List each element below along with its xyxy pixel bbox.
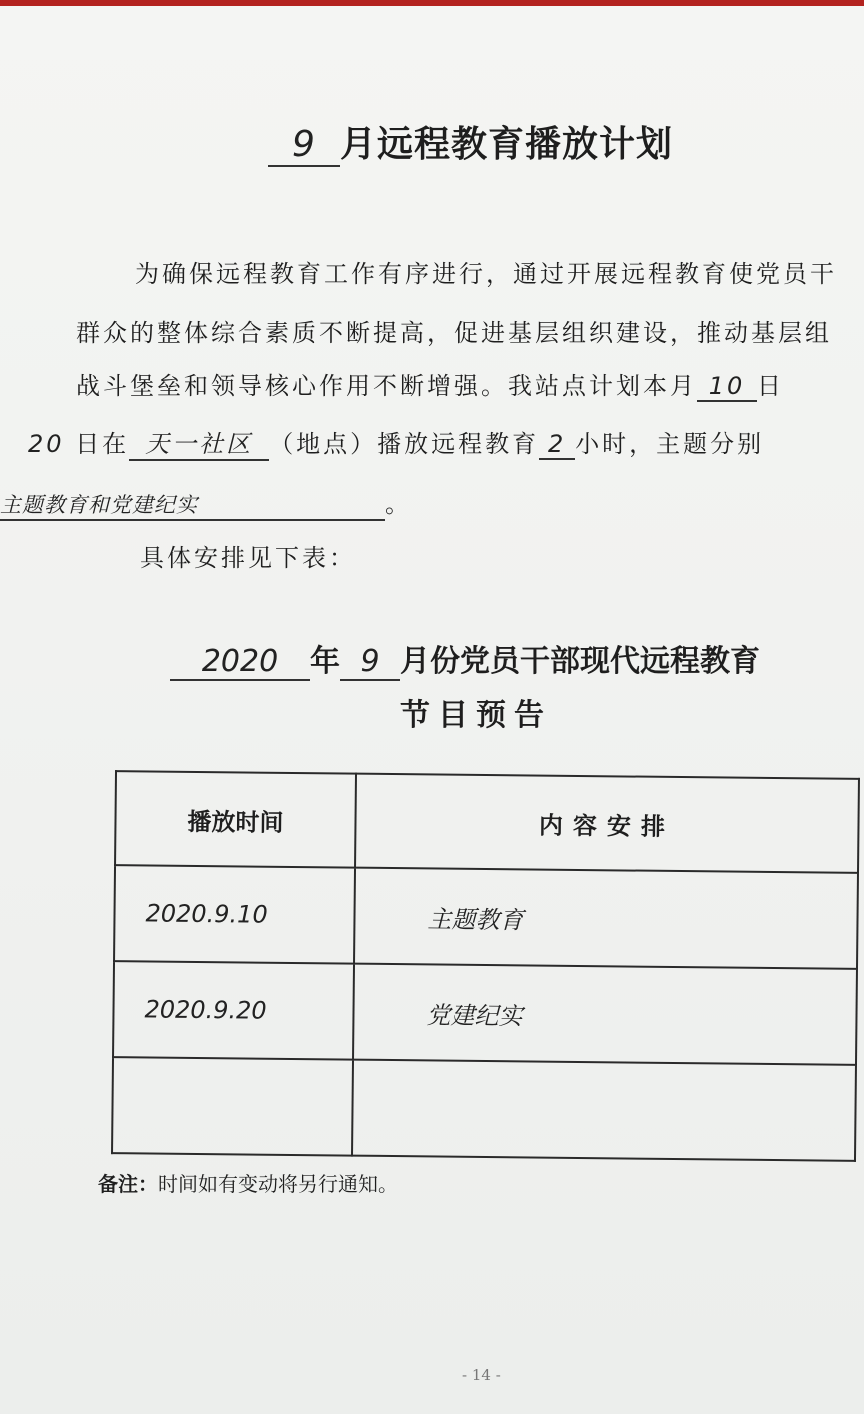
month-field: 9 (340, 644, 400, 681)
start-day-field: 10 (697, 372, 757, 402)
paragraph-line-3: 战斗堡垒和领导核心作用不断增强。我站点计划本月 10 日 (76, 372, 784, 400)
table-header-row (115, 771, 859, 873)
program-preview-heading: 节目预告 (400, 698, 552, 733)
table-row (114, 865, 858, 969)
year-field: 2020 (170, 644, 310, 681)
paragraph-line-6: 具体安排见下表： (140, 544, 356, 572)
row-content: 主题教育 (354, 868, 858, 969)
plan-title: 9 月远程教育播放计划 (268, 116, 673, 167)
title-month-field: 9 (268, 124, 340, 167)
paragraph-line-1: 为确保远程教育工作有序进行，通过开展远程教育使党员干 (135, 260, 837, 288)
row-content (352, 1060, 856, 1161)
paper-page (0, 6, 864, 1414)
table-row (112, 1057, 856, 1161)
schedule-table (111, 770, 860, 1162)
end-day-field: 20 (28, 430, 65, 458)
topics-field: 主题教育和党建纪实 (0, 489, 385, 521)
row-content: 党建纪实 (353, 964, 857, 1065)
row-time (112, 1057, 353, 1156)
header-broadcast-time: 播放时间 (115, 771, 356, 868)
row-time: 2020.9.20 (113, 961, 354, 1060)
remark (98, 1168, 398, 1197)
table-row (113, 961, 857, 1065)
location-field: 天一社区 (129, 424, 269, 461)
page-number: - 14 - (462, 1366, 501, 1384)
row-time: 2020.9.10 (114, 865, 355, 964)
paragraph-line-4: 20 日在 天一社区 （地点）播放远程教育 2 小时，主题分别 (28, 424, 764, 461)
remark-text: 时间如有变动将另行通知。 (158, 1172, 398, 1196)
schedule-subtitle: 2020 年 9 月份党员干部现代远程教育 (170, 636, 760, 681)
paragraph-line-2: 群众的整体综合素质不断提高，促进基层组织建设，推动基层组 (76, 319, 832, 347)
header-content: 内容安排 (355, 774, 859, 873)
hours-field: 2 (539, 430, 575, 460)
paragraph-line-5: 主题教育和党建纪实 。 (0, 484, 412, 521)
remark-label: 备注： (98, 1172, 158, 1196)
